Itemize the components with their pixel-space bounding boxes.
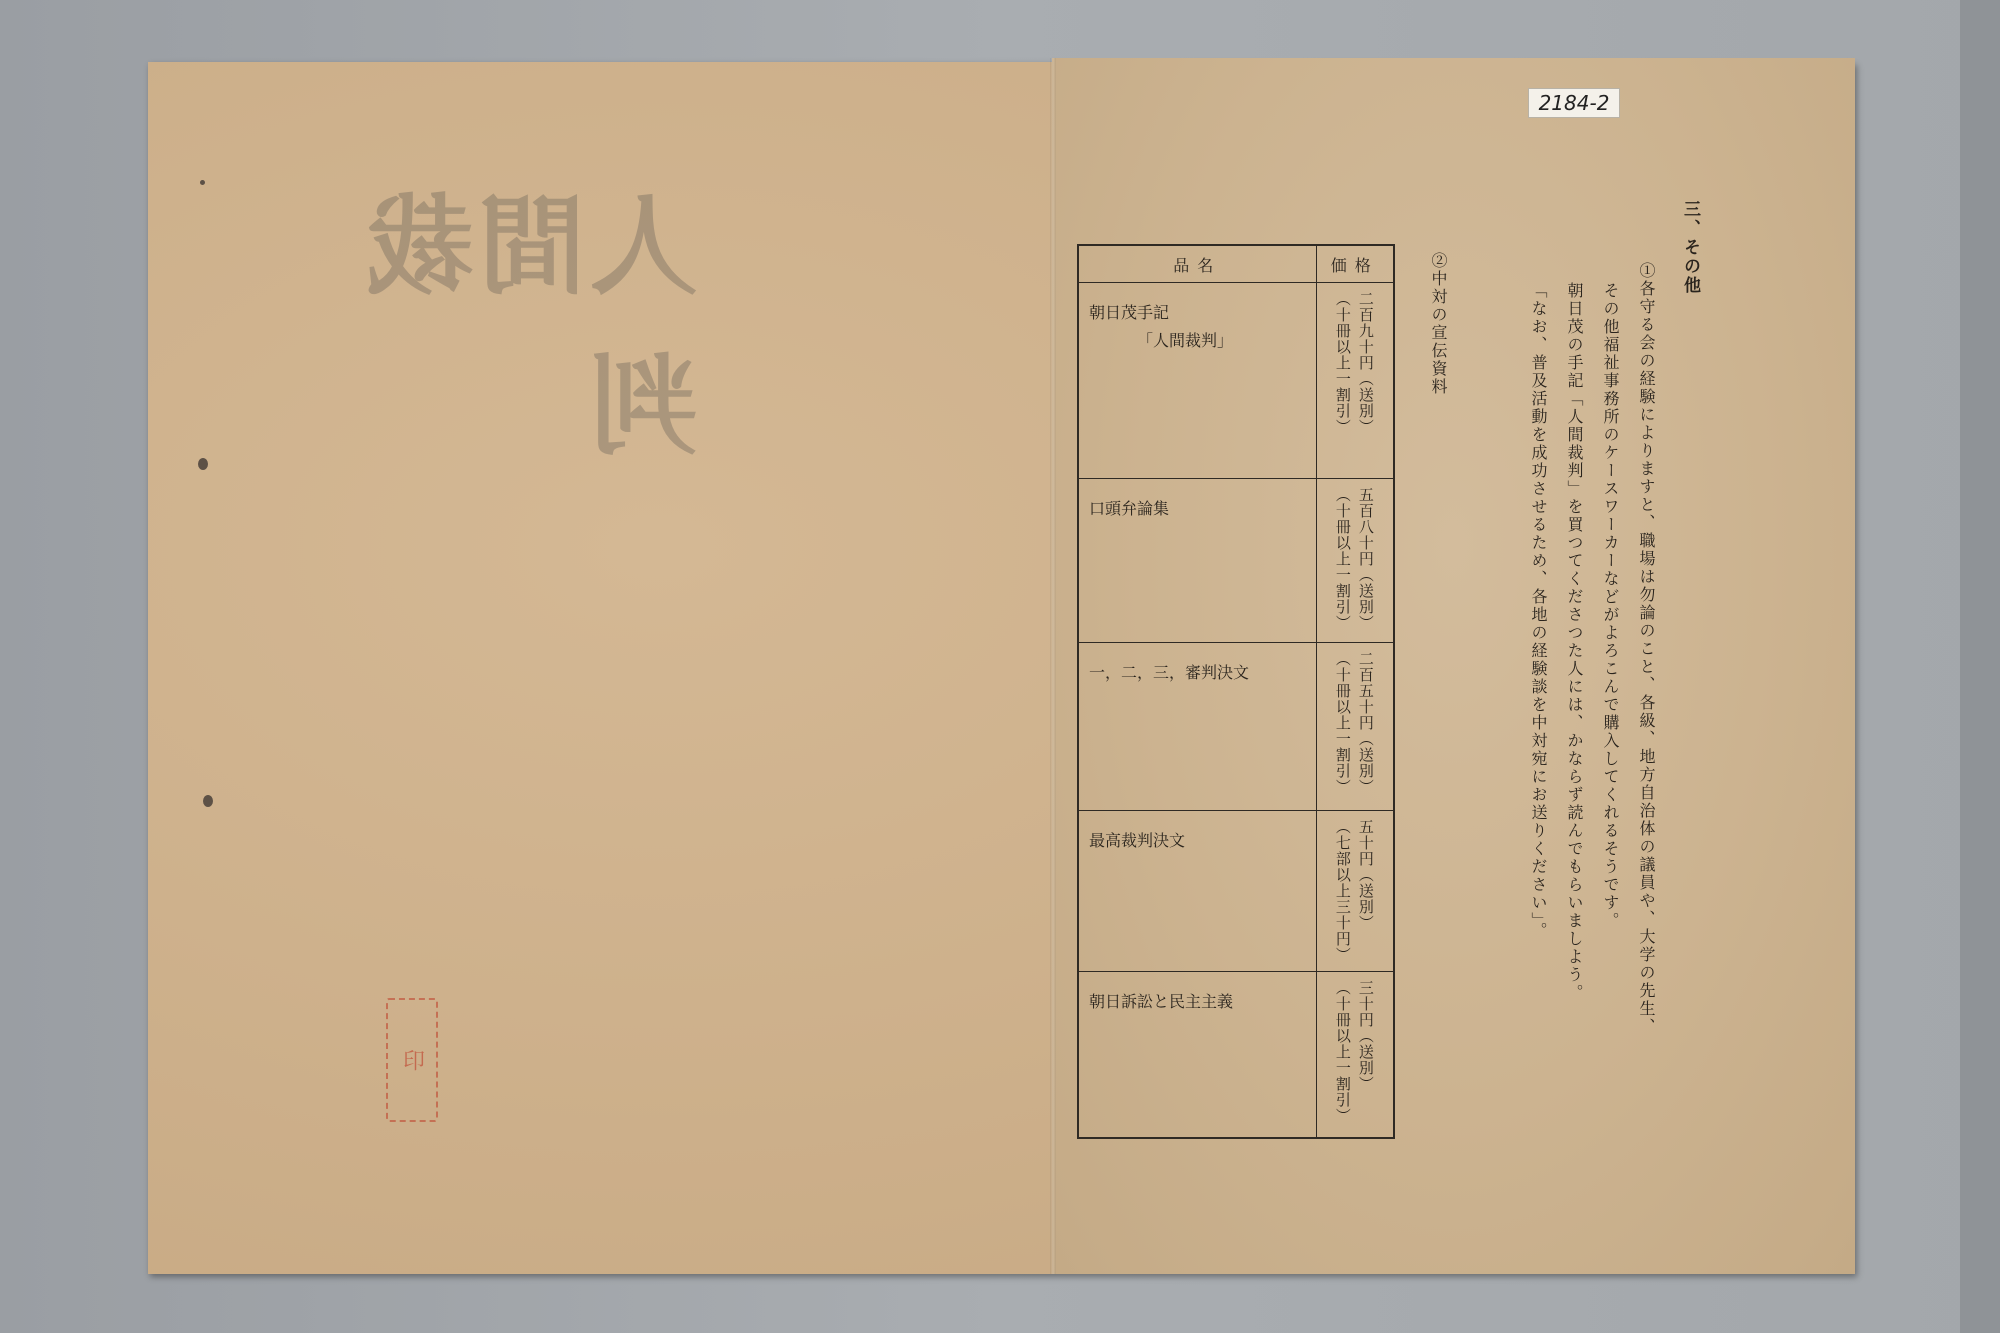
stamp-text: 印 xyxy=(399,1049,425,1071)
table-row xyxy=(1078,811,1394,972)
item-price xyxy=(1316,972,1394,1138)
mounting-board-edge xyxy=(1960,0,2000,1333)
punch-mark xyxy=(200,180,205,185)
price-text: 二百五十円（送別） xyxy=(1356,651,1375,795)
item-name xyxy=(1078,643,1316,811)
table-row xyxy=(1078,643,1394,811)
item-price xyxy=(1316,811,1394,972)
item-name xyxy=(1078,283,1316,479)
table-header-row xyxy=(1078,245,1394,283)
punch-hole xyxy=(203,795,213,807)
archive-label: 2184-2 xyxy=(1528,88,1620,118)
discount-note: （十冊以上一割引） xyxy=(1333,651,1352,795)
center-fold xyxy=(1050,58,1056,1274)
item-name-line: 一，二，三，審判決文 xyxy=(1089,663,1250,682)
item-price xyxy=(1316,283,1394,479)
item-name-line: 朝日茂手記 xyxy=(1089,303,1170,322)
price-text: 三十円（送別） xyxy=(1356,980,1375,1092)
item-price xyxy=(1316,479,1394,643)
price-text: 五十円（送別） xyxy=(1356,819,1375,931)
item-name-line: 最高裁判決文 xyxy=(1089,831,1186,850)
section-heading: 三、その他 xyxy=(1680,200,1700,295)
item-name-line: 朝日訴訟と民主主義 xyxy=(1089,992,1234,1011)
item-name xyxy=(1078,479,1316,643)
item-price xyxy=(1316,643,1394,811)
table-row xyxy=(1078,479,1394,643)
paragraph-1: ①各守る会の経験によりますと、職場は勿論のこと、各級、地方自治体の議員や、大学の先生、 xyxy=(1637,262,1656,1036)
paragraph-4: 「なお、普及活動を成功させるため、各地の経験談を中対宛にお送りください」。 xyxy=(1529,282,1548,940)
paragraph-3: 朝日茂の手記「人間裁判」を買つてくださつた人には、かならず読んでもらいましよう。 xyxy=(1565,282,1584,1002)
item-name-line: 「人間裁判」 xyxy=(1137,331,1234,350)
subheading-materials: ②中対の宣伝資料 xyxy=(1429,252,1448,396)
item-name xyxy=(1078,811,1316,972)
red-seal-stamp xyxy=(386,998,438,1122)
item-name xyxy=(1078,972,1316,1138)
table-row xyxy=(1078,283,1394,479)
discount-note: （十冊以上一割引） xyxy=(1333,980,1352,1124)
discount-note: （十冊以上一割引） xyxy=(1333,487,1352,631)
item-name-line: 口頭弁論集 xyxy=(1089,499,1170,518)
paragraph-2: その他福祉事務所のケースワーカーなどがよろこんで購入してくれるそうです。 xyxy=(1601,282,1620,930)
price-text: 五百八十円（送別） xyxy=(1356,487,1375,631)
mirrored-cover-title: 人間裁判 xyxy=(361,185,698,470)
discount-note: （七部以上三十円） xyxy=(1333,819,1352,963)
materials-table xyxy=(1077,244,1395,1139)
table-row xyxy=(1078,972,1394,1138)
price-text: 二百九十円（送別） xyxy=(1356,291,1375,435)
header-price: 価格 xyxy=(1316,245,1394,283)
header-name: 品名 xyxy=(1078,245,1316,283)
discount-note: （十冊以上一割引） xyxy=(1333,291,1352,435)
punch-hole xyxy=(198,458,208,470)
